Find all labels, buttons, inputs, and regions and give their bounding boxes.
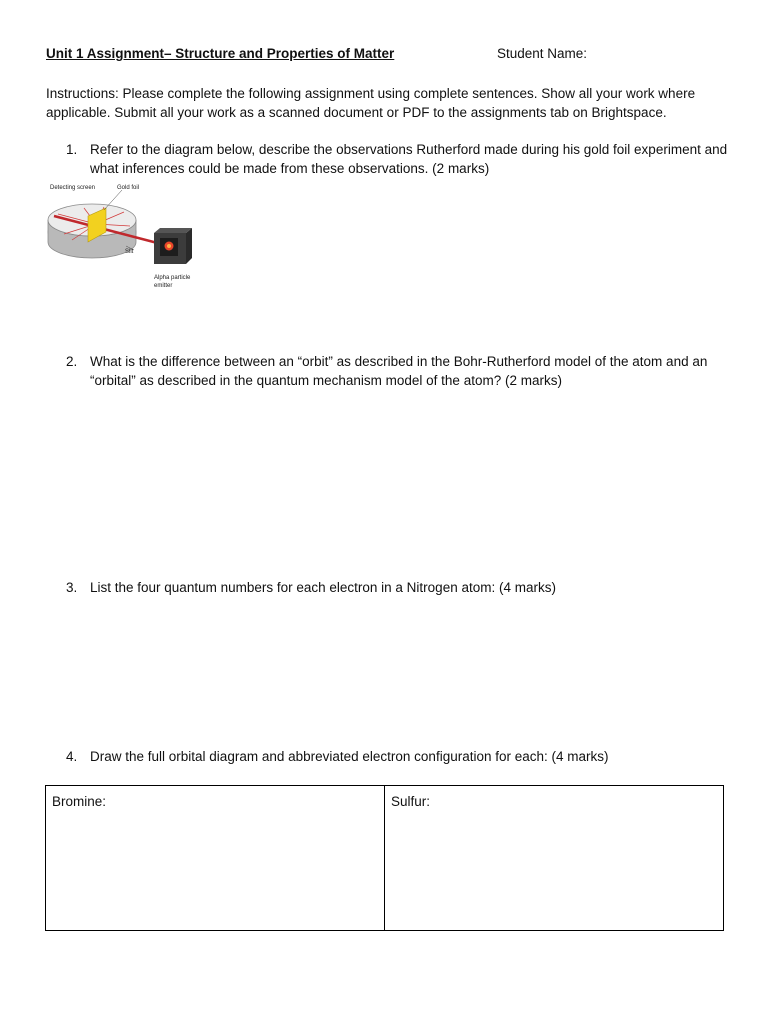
question-3: [66, 578, 730, 597]
question-number: 3.: [66, 580, 78, 595]
emitter-source-glow: [167, 244, 171, 248]
question-text: Draw the full orbital diagram and abbreviated electron configuration for each: (4 marks): [90, 749, 609, 764]
label-detecting-screen: Detecting screen: [50, 185, 96, 191]
label-emitter-line2: emitter: [154, 283, 173, 289]
answer-table: [45, 785, 724, 931]
assignment-title: Unit 1 Assignment– Structure and Properties of Matter: [46, 46, 395, 61]
question-text: Refer to the diagram below, describe the observations Rutherford made during his gold foil experiment and what inferences could be made from these observations. (2 marks): [90, 142, 728, 176]
question-text: What is the difference between an “orbit” as described in the Bohr-Rutherford model of the atom and an “orbital” as described in the quantum mechanism model of the atom? (2 marks): [90, 354, 708, 388]
question-number: 4.: [66, 749, 78, 764]
label-emitter-line1: Alpha particle: [154, 275, 191, 281]
question-1: [66, 140, 730, 178]
question-text: List the four quantum numbers for each electron in a Nitrogen atom: (4 marks): [90, 580, 556, 595]
answer-cell-sulfur[interactable]: [385, 786, 724, 931]
rutherford-gold-foil-diagram: [44, 180, 204, 295]
answer-cell-bromine[interactable]: [46, 786, 385, 931]
label-gold-foil: Gold foil: [117, 185, 140, 191]
answer-cell-label: Bromine:: [52, 794, 107, 809]
question-number: 2.: [66, 354, 78, 369]
instructions-text: Instructions: Please complete the following assignment using complete sentences. Show all your work where applicable. Submit all your work as a scanned document or PDF to the assignments tab on Brightspace.: [46, 86, 696, 120]
emitter-side: [186, 228, 192, 264]
question-number: 1.: [66, 142, 78, 157]
answer-cell-label: Sulfur:: [391, 794, 431, 809]
emitter-top: [154, 228, 192, 233]
student-name-label: Student Name:: [497, 46, 588, 61]
answer-table-row: [46, 786, 724, 931]
question-2: [66, 352, 730, 390]
question-4: [66, 747, 730, 766]
label-slit: Slit: [125, 249, 134, 255]
